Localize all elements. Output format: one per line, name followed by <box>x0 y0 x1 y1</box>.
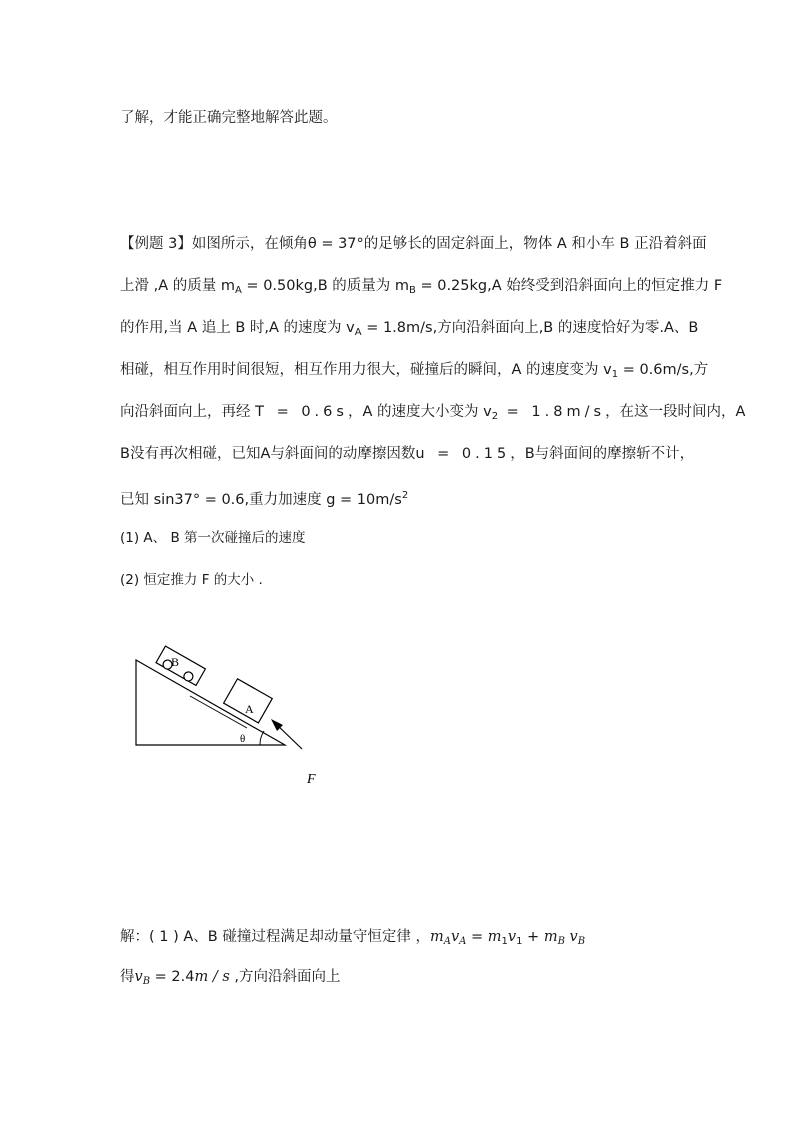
text-span: u = 0.15 <box>415 446 511 462</box>
text-span: m <box>487 929 502 945</box>
question-1: (1) A、 B 第一次碰撞后的速度 <box>120 530 306 546</box>
text-span: 向沿斜面向上，再经 <box>120 404 256 420</box>
subscript: 1 <box>501 936 508 947</box>
subscript: 1 <box>516 936 523 947</box>
text-span: 得 <box>120 969 135 985</box>
text-span: B没有再次相碰，已知A与斜面间的动摩擦因数 <box>120 446 416 462</box>
text-span: = 0.6m/s,方 <box>618 362 709 378</box>
text-span: m <box>429 929 444 945</box>
text-span: = 0.25kg,A 始终受到沿斜面向上的恒定推力 F <box>415 278 723 294</box>
incline-figure <box>130 636 330 796</box>
text-span: = 1.8m/s <box>498 404 606 420</box>
example-line-6 <box>120 444 694 464</box>
subscript: B <box>557 936 565 947</box>
text-span: ，在这一段时间内，A <box>605 404 746 420</box>
text-span: + <box>522 929 544 945</box>
text-span: m / s <box>194 969 230 985</box>
text-span: v <box>483 404 492 420</box>
example-line-1 <box>120 234 707 254</box>
block-a <box>224 679 273 723</box>
example-text: 如图所示，在倾角θ = 37°的足够长的固定斜面上，物体 A 和小车 B 正沿着斜面 <box>191 236 707 252</box>
subscript: B <box>577 936 586 947</box>
solution-line-2 <box>120 967 341 992</box>
example-label: 【例题 3】 <box>120 236 192 252</box>
text-span: 已知 sin37° = 0.6,重力加速度 g = 10m/s <box>120 492 402 508</box>
subscript: B <box>408 285 416 296</box>
text-span: ，A 的速度大小变为 <box>347 404 484 420</box>
subscript: 1 <box>611 369 619 380</box>
label-b: B <box>171 655 180 669</box>
solution-line-1 <box>120 927 585 952</box>
text-span: m <box>543 929 558 945</box>
text-span: 相碰，相互作用时间很短，相互作用力很大，碰撞后的瞬间，A 的速度变为 v <box>120 362 612 378</box>
subscript: B <box>142 976 151 987</box>
text-span: T = 0.6s <box>255 404 348 420</box>
text-span: 解：( 1 ) A、B 碰撞过程满足却动量守恒定律 ， <box>120 929 430 945</box>
example-line-3 <box>120 318 698 343</box>
text-span: 的作用,当 A 追上 B 时,A 的速度为 v <box>120 320 355 336</box>
text-span: 上滑 ,A 的质量 m <box>120 278 235 294</box>
label-a: A <box>245 702 254 716</box>
subscript: A <box>443 936 451 947</box>
example-line-2 <box>120 276 722 301</box>
example-line-4 <box>120 360 708 385</box>
text-span: = 2.4 <box>150 969 195 985</box>
text-span: = 1.8m/s,方向沿斜面向上,B 的速度恰好为零.A、B <box>361 320 699 336</box>
superscript: 2 <box>401 490 409 501</box>
text-span: v <box>507 929 517 945</box>
question-2: (2) 恒定推力 F 的大小 . <box>120 572 263 588</box>
intro-line: 了解，才能正确完整地解答此题。 <box>120 110 338 126</box>
text-span: = <box>466 929 488 945</box>
subscript: 2 <box>491 411 499 422</box>
text-span: = 0.50kg,B 的质量为 m <box>241 278 409 294</box>
subscript: A <box>354 327 362 338</box>
subscript: A <box>459 936 467 947</box>
cart-b <box>156 646 206 686</box>
example-line-5 <box>120 402 745 427</box>
text-span: v <box>450 929 460 945</box>
text-span: v <box>564 929 578 945</box>
text-span: ,方向沿斜面向上 <box>229 969 341 985</box>
text-span: ，B与斜面间的摩擦斩不计， <box>510 446 695 462</box>
label-f: F <box>307 772 316 787</box>
text-span: v <box>134 969 143 985</box>
label-theta: θ <box>240 733 246 745</box>
subscript: A <box>234 285 242 296</box>
example-line-7 <box>120 486 408 510</box>
